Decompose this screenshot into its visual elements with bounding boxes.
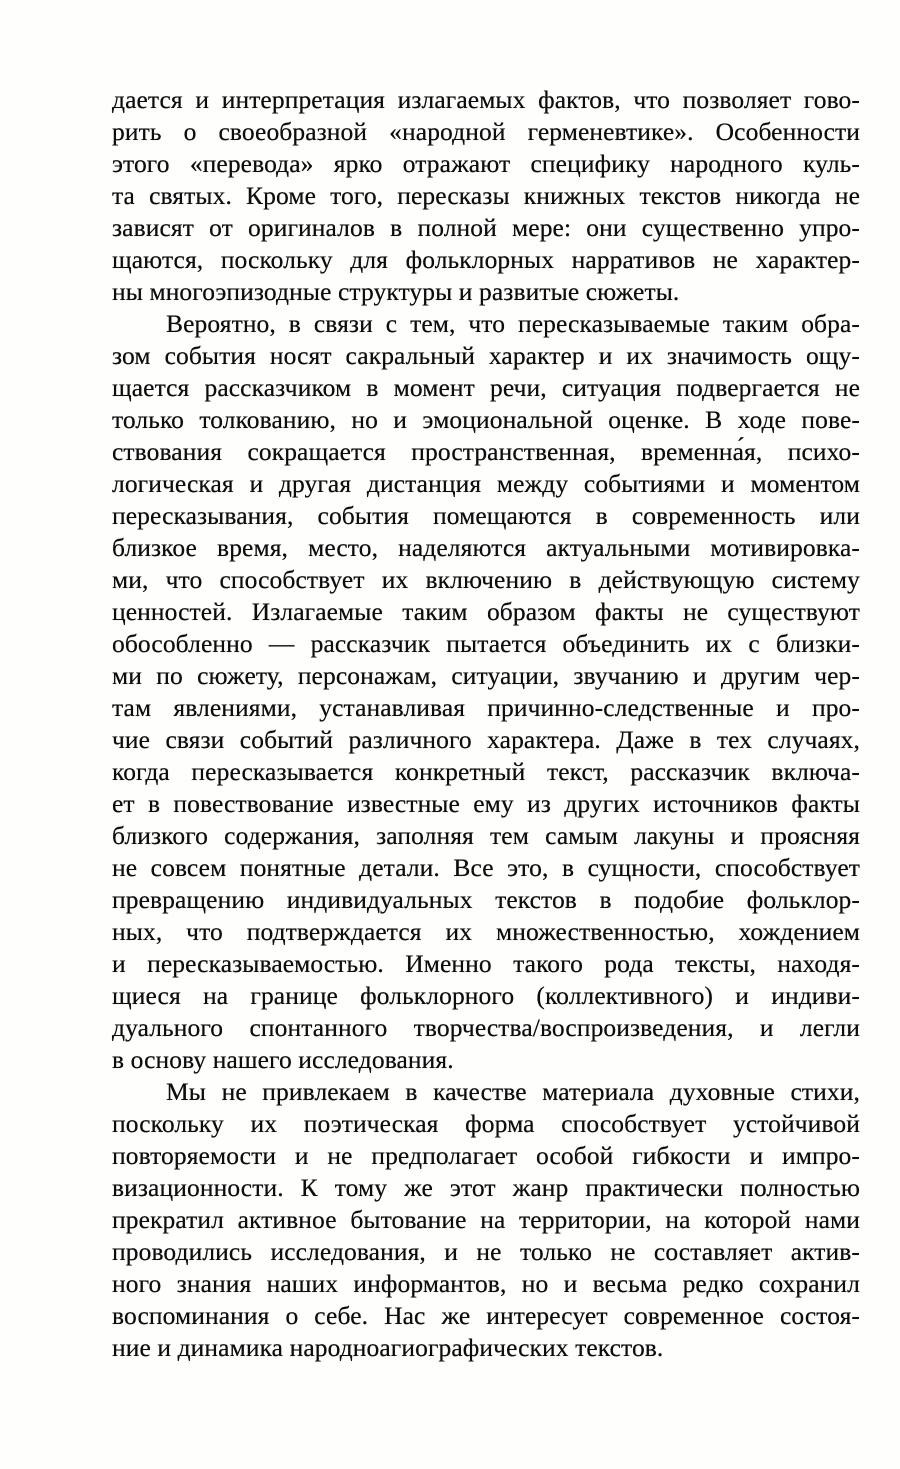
paragraph bbox=[112, 308, 860, 1076]
text-line: зом события носят сакральный характер и их значимость ощу- bbox=[112, 341, 860, 370]
text-line: ми, что способствует их включению в действующую систему bbox=[112, 565, 860, 594]
text-line: проводились исследования, и не только не составляет актив- bbox=[112, 1237, 860, 1266]
text-line: этого «перевода» ярко отражают специфику народного куль- bbox=[112, 149, 860, 178]
text-line: ных, что подтверждается их множественностью, хождением bbox=[112, 917, 860, 946]
text-line: Вероятно, в связи с тем, что пересказываемые таким обра- bbox=[166, 309, 860, 338]
text-line: в основу нашего исследования. bbox=[112, 1045, 454, 1074]
text-line: только толкованию, но и эмоциональной оценке. В ходе пове- bbox=[112, 405, 860, 434]
text-line: там явлениями, устанавливая причинно-следственные и про- bbox=[112, 693, 860, 722]
text-line: ми по сюжету, персонажам, ситуации, звучанию и другим чер- bbox=[112, 661, 860, 690]
text-line: чие связи событий различного характера. Даже в тех случаях, bbox=[112, 725, 860, 754]
page-text-block bbox=[112, 84, 860, 1364]
text-line: визационности. К тому же этот жанр практически полностью bbox=[112, 1173, 860, 1202]
text-line: прекратил активное бытование на территории, на которой нами bbox=[112, 1205, 860, 1234]
text-line: ного знания наших информантов, но и весьма редко сохранил bbox=[112, 1269, 860, 1298]
text-line: щиеся на границе фольклорного (коллективного) и индиви- bbox=[112, 981, 860, 1010]
text-line: близкого содержания, заполняя тем самым лакуны и проясняя bbox=[112, 821, 860, 850]
text-line: Мы не привлекаем в качестве материала духовные стихи, bbox=[166, 1077, 860, 1106]
text-line: дуального спонтанного творчества/воспроизведения, и легли bbox=[112, 1013, 860, 1042]
text-line: пересказывания, события помещаются в современность или bbox=[112, 501, 860, 530]
text-line: щаются, поскольку для фольклорных нарративов не характер- bbox=[112, 245, 860, 274]
text-line: ны многоэпизодные структуры и развитые сюжеты. bbox=[112, 277, 680, 306]
paragraph bbox=[112, 84, 860, 308]
text-line: близкое время, место, наделяются актуальными мотивировка- bbox=[112, 533, 860, 562]
text-line: превращению индивидуальных текстов в подобие фольклор- bbox=[112, 885, 860, 914]
text-line: рить о своеобразной «народной герменевтике». Особенности bbox=[112, 117, 860, 146]
text-line: щается рассказчиком в момент речи, ситуация подвергается не bbox=[112, 373, 860, 402]
text-line: обособленно — рассказчик пытается объединить их с близки- bbox=[112, 629, 860, 658]
text-line: ние и динамика народноагиографических текстов. bbox=[112, 1333, 664, 1362]
text-line: повторяемости и не предполагает особой гибкости и импро- bbox=[112, 1141, 860, 1170]
text-line: и пересказываемостью. Именно такого рода тексты, находя- bbox=[112, 949, 860, 978]
text-line: когда пересказывается конкретный текст, рассказчик включа- bbox=[112, 757, 860, 786]
text-line: дается и интерпретация излагаемых фактов, что позволяет гово- bbox=[112, 85, 860, 114]
text-line: та святых. Кроме того, пересказы книжных текстов никогда не bbox=[112, 181, 860, 210]
text-line: поскольку их поэтическая форма способствует устойчивой bbox=[112, 1109, 860, 1138]
text-line: воспоминания о себе. Нас же интересует современное состоя- bbox=[112, 1301, 860, 1330]
text-line: не совсем понятные детали. Все это, в сущности, способствует bbox=[112, 853, 860, 882]
text-line: зависят от оригиналов в полной мере: они существенно упро- bbox=[112, 213, 860, 242]
text-line: ствования сокращается пространственная, временна́я, психо- bbox=[112, 437, 860, 466]
paragraph bbox=[112, 1076, 860, 1364]
text-line: ценностей. Излагаемые таким образом факты не существуют bbox=[112, 597, 860, 626]
text-line: ет в повествование известные ему из других источников факты bbox=[112, 789, 860, 818]
text-line: логическая и другая дистанция между событиями и моментом bbox=[112, 469, 860, 498]
